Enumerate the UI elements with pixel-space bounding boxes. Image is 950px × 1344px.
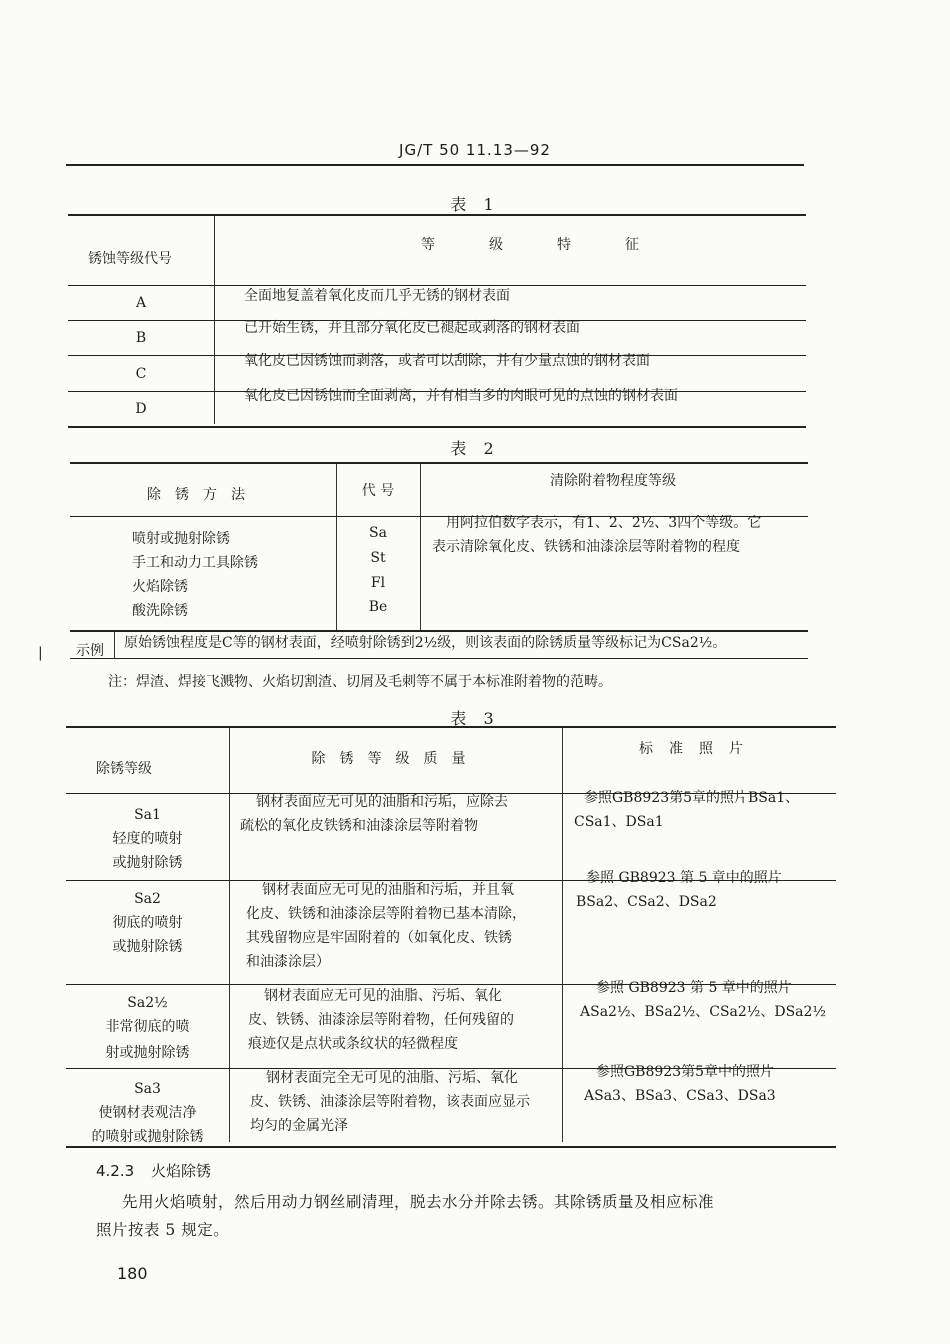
table3-name-sa3-2: 的喷射或抛射除锈 bbox=[91, 1129, 204, 1145]
table3-name-sa1-1: 轻度的喷射 bbox=[112, 831, 183, 847]
section-heading bbox=[96, 1160, 211, 1181]
table1-desc-b: 已开始生锈，并且部分氧化皮已褪起或剥落的钢材表面 bbox=[244, 320, 580, 336]
table3-quality-sa2half bbox=[248, 984, 568, 1056]
example-divider bbox=[114, 632, 115, 658]
table2-note: 注：焊渣、焊接飞溅物、火焰切割渣、切屑及毛刺等不属于本标准附着物的范畴。 bbox=[108, 674, 612, 690]
photo-line: ASa3、BSa3、CSa3、DSa3 bbox=[584, 1088, 776, 1104]
quality-line: 和油漆涂层） bbox=[246, 954, 330, 970]
table3-quality-sa3 bbox=[250, 1066, 570, 1138]
table1-grade-d: D bbox=[135, 401, 147, 417]
table3-name-sa2-2: 或抛射除锈 bbox=[112, 939, 183, 955]
table1-header-rule bbox=[68, 285, 806, 286]
table2-method-2: 手工和动力工具除锈 bbox=[132, 555, 258, 571]
table3-name-sa2half-1: 非常彻底的喷 bbox=[105, 1019, 190, 1035]
page-number: 180 bbox=[117, 1264, 148, 1283]
table2-top-rule bbox=[70, 462, 808, 464]
table2-code-1: Sa bbox=[369, 525, 387, 541]
table3-photo-sa3 bbox=[584, 1060, 776, 1108]
table2-bottom-rule bbox=[70, 658, 808, 659]
table2-caption: 表 2 bbox=[450, 439, 500, 458]
document-code: JG/T 50 11.13—92 bbox=[399, 141, 551, 159]
table3-quality-sa1 bbox=[240, 790, 560, 838]
table2-divider-2 bbox=[420, 464, 421, 630]
table1-top-rule bbox=[68, 214, 806, 216]
table2-code-4: Be bbox=[368, 599, 388, 615]
quality-line: 其残留物应是牢固附着的（如氧化皮、铁锈 bbox=[246, 930, 512, 946]
quality-line: 化皮、铁锈和油漆涂层等附着物已基本清除， bbox=[246, 906, 526, 922]
example-label: 示例 bbox=[76, 643, 104, 659]
table2-col-code: 代 号 bbox=[361, 483, 395, 499]
photo-line: 参照 GB8923 第 5 章中的照片 bbox=[586, 870, 782, 886]
section-paragraph-line-2: 照片按表 5 规定。 bbox=[96, 1221, 230, 1239]
table3-name-sa3-1: 使钢材表观洁净 bbox=[98, 1105, 197, 1121]
table1-desc-a: 全面地复盖着氧化皮而几乎无锈的钢材表面 bbox=[244, 288, 510, 304]
section-title: 火焰除锈 bbox=[150, 1162, 211, 1180]
table1-col-grade: 锈蚀等级代号 bbox=[88, 251, 172, 267]
table2-code-2: St bbox=[370, 550, 386, 566]
table1-grade-b: B bbox=[135, 330, 147, 346]
table1-col-feature: 等 级 特 征 bbox=[421, 237, 659, 253]
quality-line: 钢材表面应无可见的油脂和污垢，并且氧 bbox=[262, 882, 514, 898]
table3-grade-sa1: Sa1 bbox=[134, 807, 161, 823]
section-number: 4.2.3 bbox=[96, 1162, 135, 1180]
table3-name-sa2-1: 彻底的喷射 bbox=[112, 915, 183, 931]
quality-line: 痕迹仅是点状或条纹状的轻微程度 bbox=[248, 1036, 458, 1052]
quality-line: 皮、铁锈、油漆涂层等附着物，该表面应显示 bbox=[250, 1094, 530, 1110]
table2-level-desc-2: 表示清除氧化皮、铁锈和油漆涂层等附着物的程度 bbox=[432, 539, 740, 555]
photo-line: BSa2、CSa2、DSa2 bbox=[576, 894, 717, 910]
quality-line: 皮、铁锈、油漆涂层等附着物，任何残留的 bbox=[248, 1012, 514, 1028]
section-paragraph-line-1: 先用火焰喷射，然后用动力钢丝刷清理，脱去水分并除去锈。其除锈质量及相应标准 bbox=[122, 1193, 715, 1211]
table1-desc-c: 氧化皮已因锈蚀而剥落，或者可以刮除，并有少量点蚀的钢材表面 bbox=[244, 353, 650, 369]
table2-col-method: 除锈方法 bbox=[147, 487, 259, 503]
table1-caption: 表 1 bbox=[450, 195, 500, 214]
table1-desc-d: 氧化皮已因锈蚀而全面剥离，并有相当多的肉眼可见的点蚀的钢材表面 bbox=[244, 388, 678, 404]
header-rule bbox=[66, 164, 804, 166]
margin-mark: | bbox=[38, 645, 43, 661]
table2-example-rule bbox=[70, 630, 808, 632]
quality-line: 钢材表面完全无可见的油脂、污垢、氧化 bbox=[266, 1070, 518, 1086]
photo-line: 参照GB8923第5章中的照片 bbox=[596, 1064, 775, 1080]
table1-bottom-rule bbox=[68, 426, 806, 428]
quality-line: 均匀的金属光泽 bbox=[250, 1118, 348, 1134]
table3-top-rule bbox=[66, 726, 836, 728]
quality-line: 钢材表面应无可见的油脂和污垢，应除去 bbox=[256, 794, 508, 810]
table2-code-3: Fl bbox=[370, 575, 386, 591]
table3-col-grade: 除锈等级 bbox=[96, 761, 152, 777]
table3-col-quality: 除锈等级质量 bbox=[311, 751, 480, 767]
table2-col-level: 清除附着物程度等级 bbox=[550, 473, 676, 489]
table3-grade-sa2: Sa2 bbox=[134, 891, 161, 907]
table3-grade-sa2half: Sa2½ bbox=[127, 995, 168, 1011]
quality-line: 疏松的氧化皮铁锈和油漆涂层等附着物 bbox=[240, 818, 478, 834]
table2-method-1: 喷射或抛射除锈 bbox=[132, 531, 230, 547]
table3-quality-sa2 bbox=[246, 878, 566, 974]
photo-line: 参照GB8923第5章的照片BSa1、 bbox=[584, 790, 800, 806]
table2-method-3: 火焰除锈 bbox=[132, 579, 188, 595]
photo-line: 参照 GB8923 第 5 章中的照片 bbox=[596, 980, 792, 996]
table3-photo-sa1 bbox=[574, 786, 799, 834]
table3-photo-sa2half bbox=[580, 976, 826, 1024]
table1-grade-c: C bbox=[135, 366, 147, 382]
table3-bottom-rule bbox=[66, 1146, 836, 1148]
table3-name-sa2half-2: 射或抛射除锈 bbox=[105, 1045, 190, 1061]
table3-caption: 表 3 bbox=[450, 709, 500, 728]
table3-divider-1 bbox=[229, 728, 230, 1142]
table3-name-sa1-2: 或抛射除锈 bbox=[112, 855, 183, 871]
table2-method-4: 酸洗除锈 bbox=[132, 603, 188, 619]
quality-line: 钢材表面应无可见的油脂、污垢、氧化 bbox=[264, 988, 502, 1004]
table3-grade-sa3: Sa3 bbox=[134, 1081, 161, 1097]
table1-grade-a: A bbox=[135, 295, 147, 311]
table3-photo-sa2 bbox=[576, 866, 782, 914]
photo-line: CSa1、DSa1 bbox=[574, 814, 664, 830]
table3-col-photo: 标准照片 bbox=[639, 741, 759, 757]
table2-level-desc-1: 用阿拉伯数字表示，有1、2、2½、3四个等级。它 bbox=[446, 515, 762, 531]
example-text: 原始锈蚀程度是C等的钢材表面，经喷射除锈到2½级，则该表面的除锈质量等级标记为CSa2½。 bbox=[124, 635, 727, 651]
photo-line: ASa2½、BSa2½、CSa2½、DSa2½ bbox=[580, 1004, 826, 1020]
